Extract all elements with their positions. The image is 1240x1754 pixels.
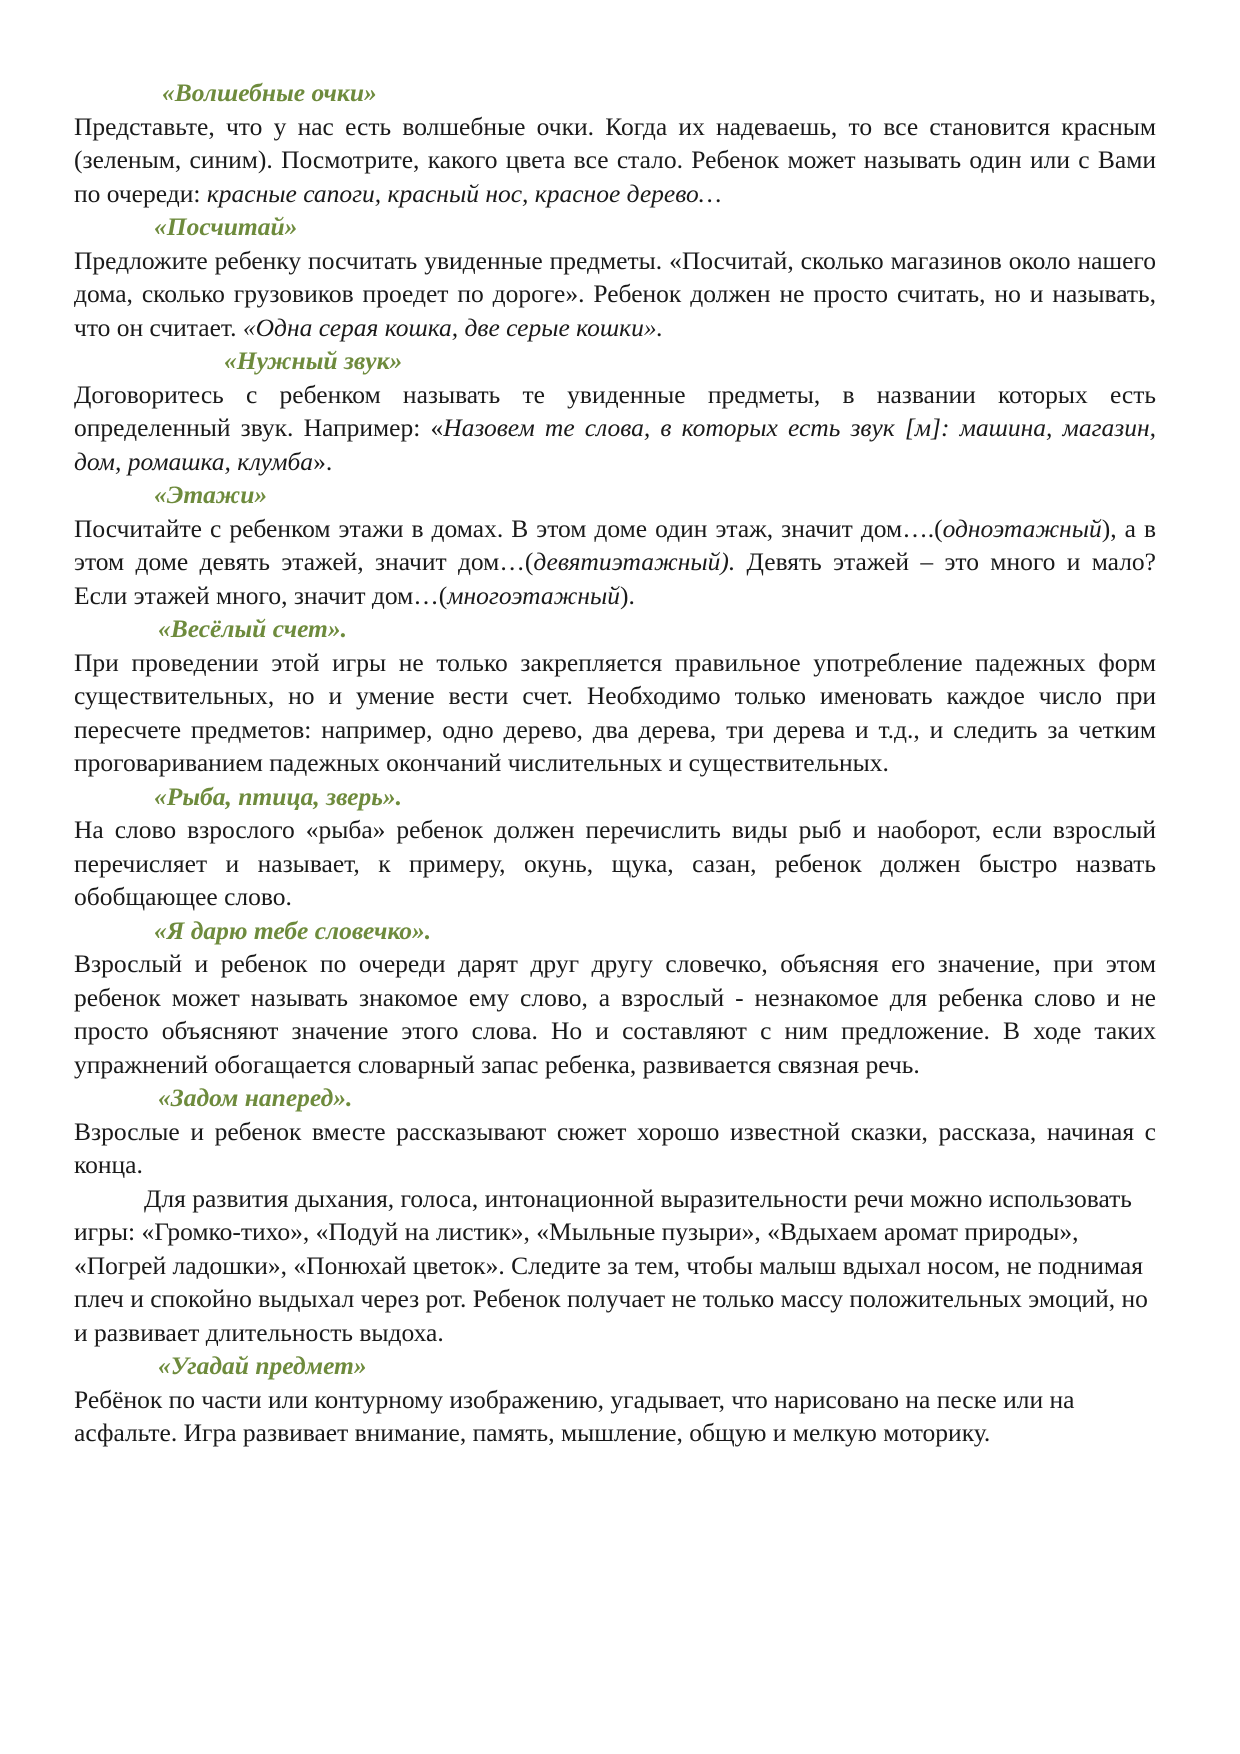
section-title-gift-word: «Я дарю тебе словечко».: [154, 915, 432, 945]
section-text-gift-word: Взрослый и ребенок по очереди дарят друг другу словечко, объясняя его значение, при этом ребенок может называть знакомое ему слово, а взрослый - незнакомое для ребенка слово и не просто объясняют значение этого слова. Но и составляют с ним предложение. В ходе таких упражнений обогащается словарный запас ребенка, развивается связная речь.: [74, 949, 1156, 1079]
text-run: ».: [313, 446, 333, 476]
italic-example: «Одна серая кошка, две серые кошки».: [242, 312, 663, 342]
italic-example: одноэтажный: [942, 513, 1102, 543]
section-text-merry-count: При проведении этой игры не только закрепляется правильное употребление падежных форм существительных, но и умение вести счет. Необходимо только именовать каждое число при пересчете предметов: например, одно дерево, два дерева, три дерева и т.д., и следить за четким проговариванием падежных окончаний числительных и существительных.: [74, 647, 1156, 777]
text-run: ).: [620, 580, 635, 610]
section-text-count: [74, 244, 1156, 345]
section-text-fish-bird-beast: На слово взрослого «рыба» ребенок должен перечислить виды рыб и наоборот, если взрослый перечисляет и называет, к примеру, окунь, щука, сазан, ребенок должен быстро назвать обобщающее слово.: [74, 815, 1156, 911]
section-title-guess-object: «Угадай предмет»: [158, 1351, 367, 1380]
section-text-magic-glasses: [74, 110, 1156, 211]
breathing-paragraph: Для развития дыхания, голоса, интонационной выразительности речи можно использовать игры: «Громко-тихо», «Подуй на листик», «Мыльные пузыри», «Вдыхаем аромат природы», «Погрей ладошки», «Понюхай цветок». Следите за тем, чтобы малыш вдыхал носом, не поднимая плеч и спокойно выдыхал через рот. Ребенок получает не только массу положительных эмоций, но и развивает длительность выдоха.: [74, 1183, 1148, 1347]
italic-example: красные сапоги, красный нос, красное дерево…: [206, 178, 722, 208]
section-title-floors: «Этажи»: [154, 480, 268, 509]
section-title-fish-bird-beast: «Рыба, птица, зверь».: [154, 781, 403, 811]
text-run: Посчитайте с ребенком этажи в домах. В этом доме один этаж, значит дом….(: [74, 513, 943, 543]
section-title-count: «Посчитай»: [154, 212, 298, 241]
section-title-needed-sound: «Нужный звук»: [224, 346, 403, 375]
section-title-magic-glasses: «Волшебные очки»: [162, 78, 377, 107]
italic-example: Назовем те слова, в которых есть звук [м]: машина, магазин, дом, ромашка, клумба: [74, 413, 1156, 476]
italic-example: многоэтажный: [447, 580, 621, 610]
italic-example: девятиэтажный).: [533, 547, 736, 576]
section-text-backwards: Взрослые и ребенок вместе рассказывают сюжет хорошо известной сказки, рассказа, начиная с конца.: [74, 1116, 1156, 1179]
section-title-backwards: «Задом наперед».: [158, 1083, 353, 1112]
text-run: Предложите ребенку посчитать увиденные предметы. «Посчитай, сколько магазинов около нашего дома, сколько грузовиков проедет по дороге». Ребенок должен не просто считать, но и называть, что он считает.: [74, 245, 1156, 342]
section-text-needed-sound: [74, 378, 1156, 479]
text-run: ), а в этом доме девять этажей, значит дом…(: [74, 513, 1156, 576]
section-title-merry-count: «Весёлый счет».: [158, 614, 348, 643]
text-run: Договоритесь с ребенком называть те увиденные предметы, в названии которых есть определенный звук. Например: «: [74, 379, 1156, 442]
section-text-guess-object: Ребёнок по части или контурному изображению, угадывает, что нарисовано на песке или на асфальте. Игра развивает внимание, память, мышление, общую и мелкую моторику.: [74, 1384, 1075, 1447]
section-text-floors: [74, 512, 1156, 613]
text-run: Девять этажей – это много и мало? Если этажей много, значит дом…(: [74, 547, 1157, 610]
text-run: Представьте, что у нас есть волшебные очки. Когда их надеваешь, то все становится красным (зеленым, синим). Посмотрите, какого цвета все стало. Ребенок может называть один или с Вами по очереди:: [74, 111, 1156, 208]
